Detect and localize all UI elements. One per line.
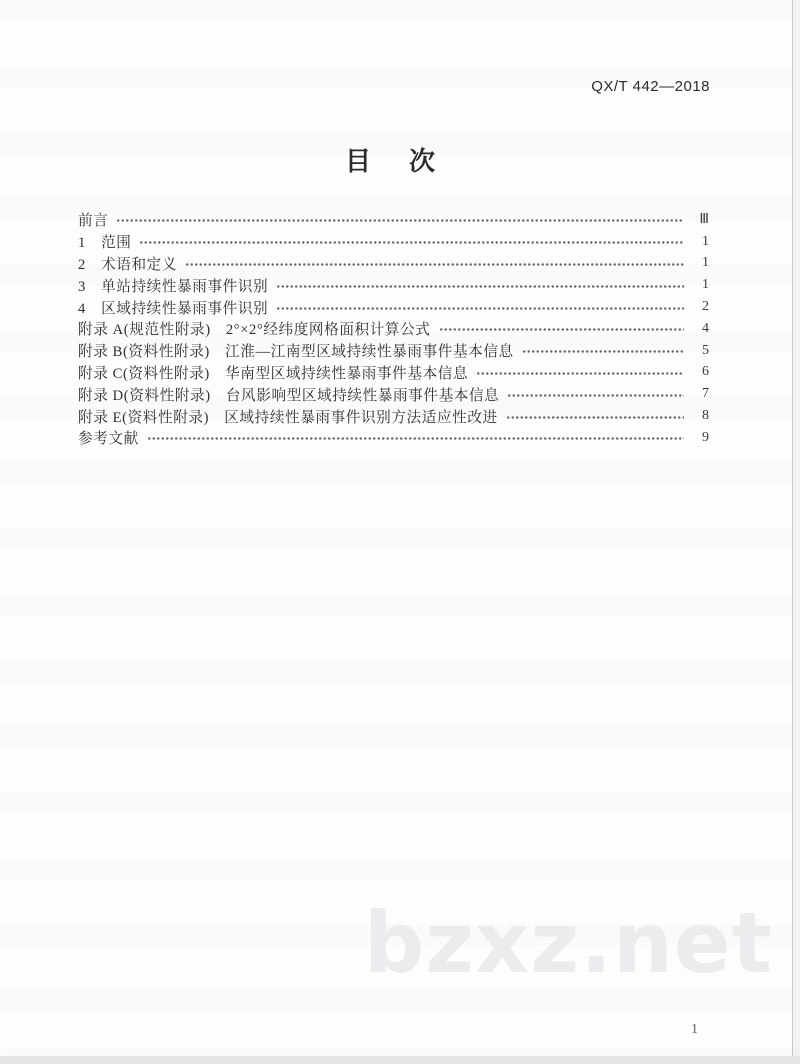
scan-bottom-edge-strip — [0, 1056, 800, 1064]
toc-entry-page: Ⅲ — [699, 212, 709, 228]
toc-title: 目 次 — [344, 147, 441, 176]
dotted-leader — [147, 431, 684, 446]
toc-entry-label: 前言 — [78, 213, 109, 230]
toc-entry-page: 7 — [702, 386, 709, 402]
toc-entry-label: 参考文献 — [78, 431, 139, 448]
dotted-leader — [116, 213, 684, 228]
standard-code-header: QX/T 442—2018 — [591, 78, 710, 95]
toc-row — [78, 405, 709, 427]
toc-row — [78, 231, 709, 253]
toc-row — [78, 296, 709, 318]
toc-row — [78, 318, 709, 340]
toc-entry-page: 5 — [702, 342, 709, 358]
toc-entry-label: 附录 E(资料性附录) 区域持续性暴雨事件识别方法适应性改进 — [78, 409, 498, 426]
dotted-leader — [139, 235, 684, 250]
toc-entry-label: 附录 A(规范性附录) 2°×2°经纬度网格面积计算公式 — [78, 322, 431, 339]
footer-page-number: 1 — [691, 1022, 698, 1037]
toc-row — [78, 383, 709, 405]
toc-entry-page: 1 — [702, 277, 709, 293]
dotted-leader — [276, 279, 684, 294]
toc-entry-label: 附录 D(资料性附录) 台风影响型区域持续性暴雨事件基本信息 — [78, 387, 500, 404]
toc-row — [78, 362, 709, 384]
toc-entry-label: 3 单站持续性暴雨事件识别 — [78, 278, 269, 295]
toc-entry-label: 1 范围 — [78, 235, 132, 252]
toc-entry-page: 9 — [702, 429, 709, 445]
dotted-leader — [185, 257, 684, 272]
toc-list — [78, 209, 709, 449]
toc-entry-label: 2 术语和定义 — [78, 256, 178, 273]
toc-entry-label: 附录 B(资料性附录) 江淮—江南型区域持续性暴雨事件基本信息 — [78, 344, 514, 361]
toc-row — [78, 274, 709, 296]
dotted-leader — [506, 410, 684, 425]
toc-entry-page: 2 — [702, 299, 709, 315]
scan-right-gutter — [793, 0, 800, 1056]
dotted-leader — [476, 366, 684, 381]
toc-entry-label: 4 区域持续性暴雨事件识别 — [78, 300, 269, 317]
toc-entry-page: 6 — [702, 364, 709, 380]
dotted-leader — [507, 388, 684, 403]
toc-row — [78, 209, 709, 231]
watermark-text: bzxz.net — [364, 894, 773, 992]
toc-row — [78, 253, 709, 275]
toc-entry-label: 附录 C(资料性附录) 华南型区域持续性暴雨事件基本信息 — [78, 365, 469, 382]
dotted-leader — [439, 322, 685, 337]
toc-entry-page: 1 — [702, 233, 709, 249]
dotted-leader — [276, 301, 684, 316]
toc-entry-page: 1 — [702, 255, 709, 271]
toc-entry-page: 8 — [702, 408, 709, 424]
dotted-leader — [522, 344, 684, 359]
toc-entry-page: 4 — [702, 320, 709, 336]
scan-right-edge-line — [792, 0, 793, 1056]
toc-row — [78, 340, 709, 362]
toc-row — [78, 427, 709, 449]
